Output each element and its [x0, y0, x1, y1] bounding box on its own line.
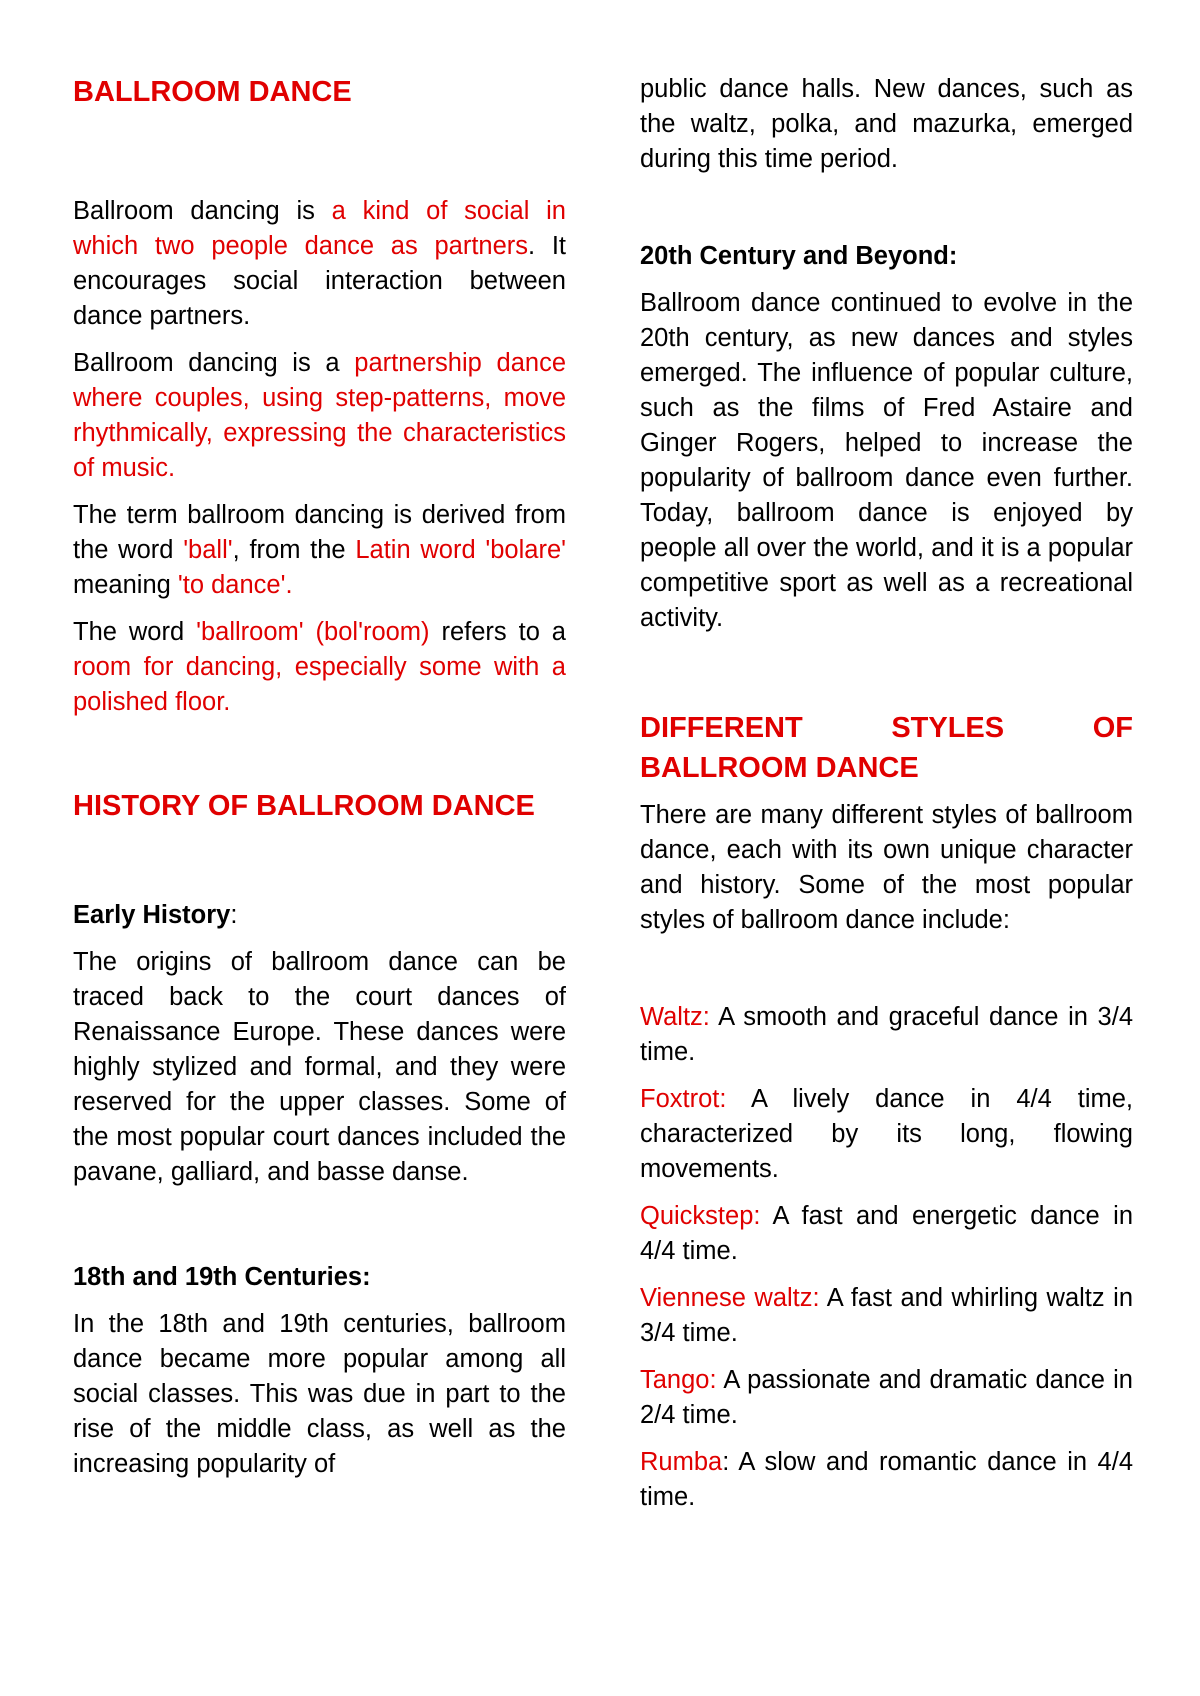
p3-highlight-to-dance: 'to dance'.: [177, 571, 293, 599]
p1-text-a: Ballroom dancing is: [73, 197, 332, 225]
p3-text-e: meaning: [73, 571, 178, 599]
style-desc: A fast and energetic dance in 4/4 time.: [640, 1202, 1133, 1265]
early-history-label: Early History: [73, 901, 231, 929]
style-name: Viennese waltz:: [640, 1284, 820, 1312]
early-history-colon: :: [230, 901, 238, 929]
early-history-heading: [73, 898, 566, 933]
style-item-viennese-waltz: [640, 1281, 1133, 1351]
style-name: Tango:: [640, 1366, 717, 1394]
styles-list: [640, 1000, 1133, 1515]
style-desc: A passionate and dramatic dance in 2/4 time.: [640, 1366, 1133, 1429]
history-heading: HISTORY OF BALLROOM DANCE: [73, 790, 535, 822]
style-desc: A lively dance in 4/4 time, characterized by its long, flowing movements.: [640, 1085, 1133, 1183]
style-desc: : A slow and romantic dance in 4/4 time.: [640, 1448, 1133, 1511]
p3-highlight-ball: 'ball': [183, 536, 233, 564]
style-desc: A smooth and graceful dance in 3/4 time.: [640, 1003, 1133, 1066]
right-column: [640, 72, 1133, 1515]
centuries-18-19-text: In the 18th and 19th centuries, ballroom dance became more popular among all social classes. This was due in part to the rise of the middle class, as well as the increasing popularity of: [73, 1310, 566, 1478]
style-name: Rumba: [640, 1448, 723, 1476]
left-column: [73, 72, 566, 1482]
intro-paragraph-4: [73, 615, 566, 720]
style-name: Waltz:: [640, 1003, 710, 1031]
centuries-18-19-continued: public dance halls. New dances, such as the waltz, polka, and mazurka, emerged during this time period.: [640, 75, 1133, 173]
intro-paragraph-3: [73, 498, 566, 603]
intro-paragraph-2: [73, 346, 566, 486]
century-20-text: Ballroom dance continued to evolve in the 20th century, as new dances and styles emerged. The influence of popular culture, such as the films of Fred Astaire and Ginger Rogers, helped to increase the popularity of ballroom dance even further. Today, ballroom dance is enjoyed by people all over the world, and it is a popular competitive sport as well as a recreational activity.: [640, 289, 1133, 632]
p1-text-c: . It encourages social interaction between dance partners.: [73, 232, 566, 330]
style-item-quickstep: [640, 1199, 1133, 1269]
p4-text-a: The word: [73, 618, 197, 646]
style-name: Foxtrot:: [640, 1085, 727, 1113]
p2-highlight: partnership dance where couples, using step-patterns, move rhythmically, expressing the characteristics of music.: [73, 349, 566, 482]
p4-text-c: refers to a: [429, 618, 566, 646]
styles-heading: DIFFERENT STYLES OF BALLROOM DANCE: [640, 712, 1133, 784]
style-item-waltz: [640, 1000, 1133, 1070]
styles-intro: There are many different styles of ballroom dance, each with its own unique character and history. Some of the most popular styles of ballroom dance include:: [640, 801, 1133, 934]
p3-text-a: The term ballroom dancing is derived from the word: [73, 501, 566, 564]
intro-paragraph-1: [73, 194, 566, 334]
style-item-foxtrot: [640, 1082, 1133, 1187]
early-history-text: The origins of ballroom dance can be traced back to the court dances of Renaissance Europe. These dances were highly stylized and formal, and they were reserved for the upper classes. Some of the most popular court dances included the pavane, galliard, and basse danse.: [73, 948, 566, 1186]
p3-highlight-latin: Latin word 'bolare': [355, 536, 567, 564]
style-desc: A fast and whirling waltz in 3/4 time.: [640, 1284, 1134, 1347]
century-20-heading: 20th Century and Beyond:: [640, 242, 958, 270]
style-item-tango: [640, 1363, 1133, 1433]
p2-text-a: Ballroom dancing is a: [73, 349, 355, 377]
p3-text-c: , from the: [232, 536, 356, 564]
p4-highlight-room: room for dancing, especially some with a polished floor.: [73, 653, 566, 716]
centuries-18-19-heading: 18th and 19th Centuries:: [73, 1263, 371, 1291]
page-title: BALLROOM DANCE: [73, 76, 352, 108]
p1-highlight: a kind of social in which two people dance as partners: [73, 197, 566, 260]
style-name: Quickstep:: [640, 1202, 761, 1230]
p4-highlight-ballroom: 'ballroom' (bol'room): [196, 618, 430, 646]
style-item-rumba: [640, 1445, 1133, 1515]
